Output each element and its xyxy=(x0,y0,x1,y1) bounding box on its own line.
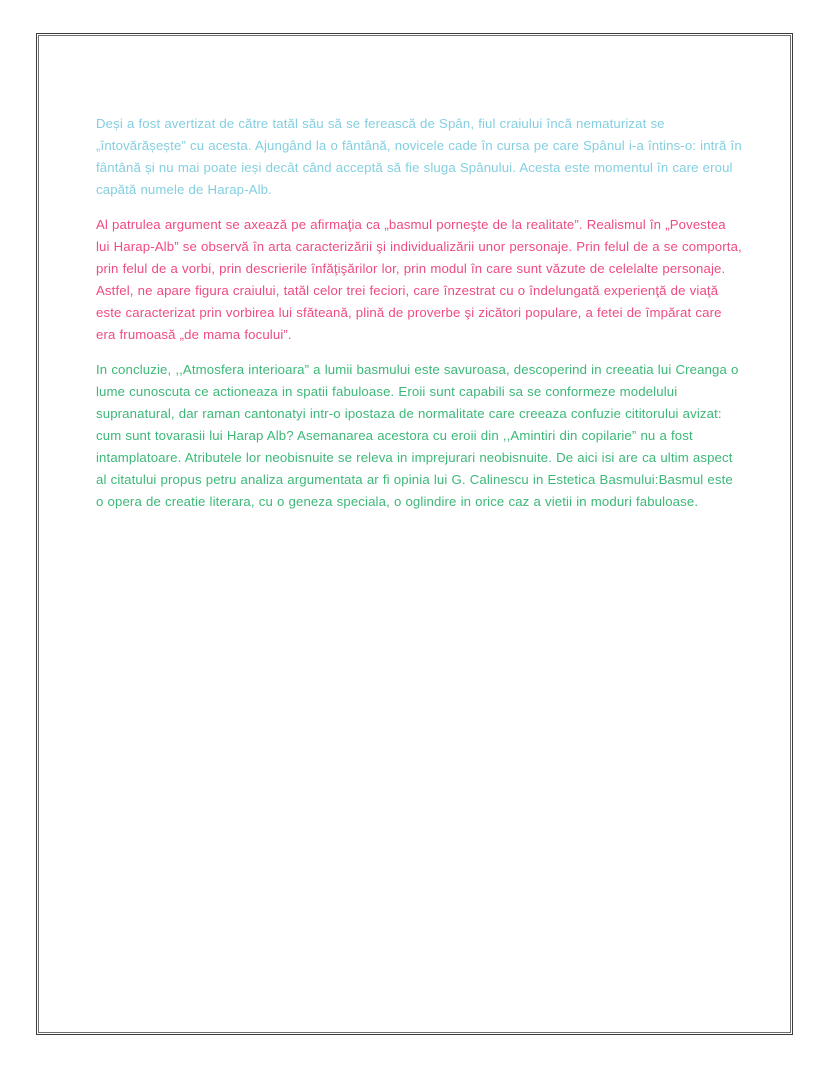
document-page xyxy=(36,33,793,1035)
paragraph-2: Al patrulea argument se axează pe afirmaţia ca „basmul porneşte de la realitate”. Realismul în „Povestea lui Harap-Alb” se observă în arta caracterizării şi individualizării unor personaje. Prin felul de a se comporta, prin felul de a vorbi, prin descrierile înfăţişărilor lor, prin modul în care sunt văzute de celelalte personaje. Astfel, ne apare figura craiului, tatăl celor trei feciori, care înzestrat cu o îndelungată experienţă de viaţă este caracterizat prin vorbirea lui sfăteană, plină de proverbe şi zicători populare, a fetei de împărat care era frumoasă „de mama focului”. xyxy=(96,217,742,342)
paragraph-3: In concluzie, ,,Atmosfera interioara” a lumii basmului este savuroasa, descoperind in creeatia lui Creanga o lume cunoscuta ce actioneaza in spatii fabuloase. Eroii sunt capabili sa se conformeze modelului supranatural, dar raman cantonatyi intr-o ipostaza de normalitate care creeaza confuzie cititorului avizat: cum sunt tovarasii lui Harap Alb? Asemanarea acestora cu eroii din ,,Amintiri din copilarie” nu a fost intamplatoare. Atributele lor neobisnuite se releva in imprejurari neobisnuite. De aici isi are ca ultim aspect al citatului propus petru analiza argumentata ar fi opinia lui G. Calinescu in Estetica Basmului:Basmul este o opera de creatie literara, cu o geneza speciala, o oglindire in orice caz a vietii in moduri fabuloase. xyxy=(96,362,739,509)
document-text-body xyxy=(96,113,742,513)
paragraph-1: Deși a fost avertizat de către tatăl său să se ferească de Spân, fiul craiului încă nematurizat se „întovărășește” cu acesta. Ajungând la o fântână, novicele cade în cursa pe care Spânul i-a întins-o: intră în fântână și nu mai poate ieși decât când acceptă să fie sluga Spânului. Acesta este momentul în care eroul capătă numele de Harap-Alb. xyxy=(96,116,742,197)
